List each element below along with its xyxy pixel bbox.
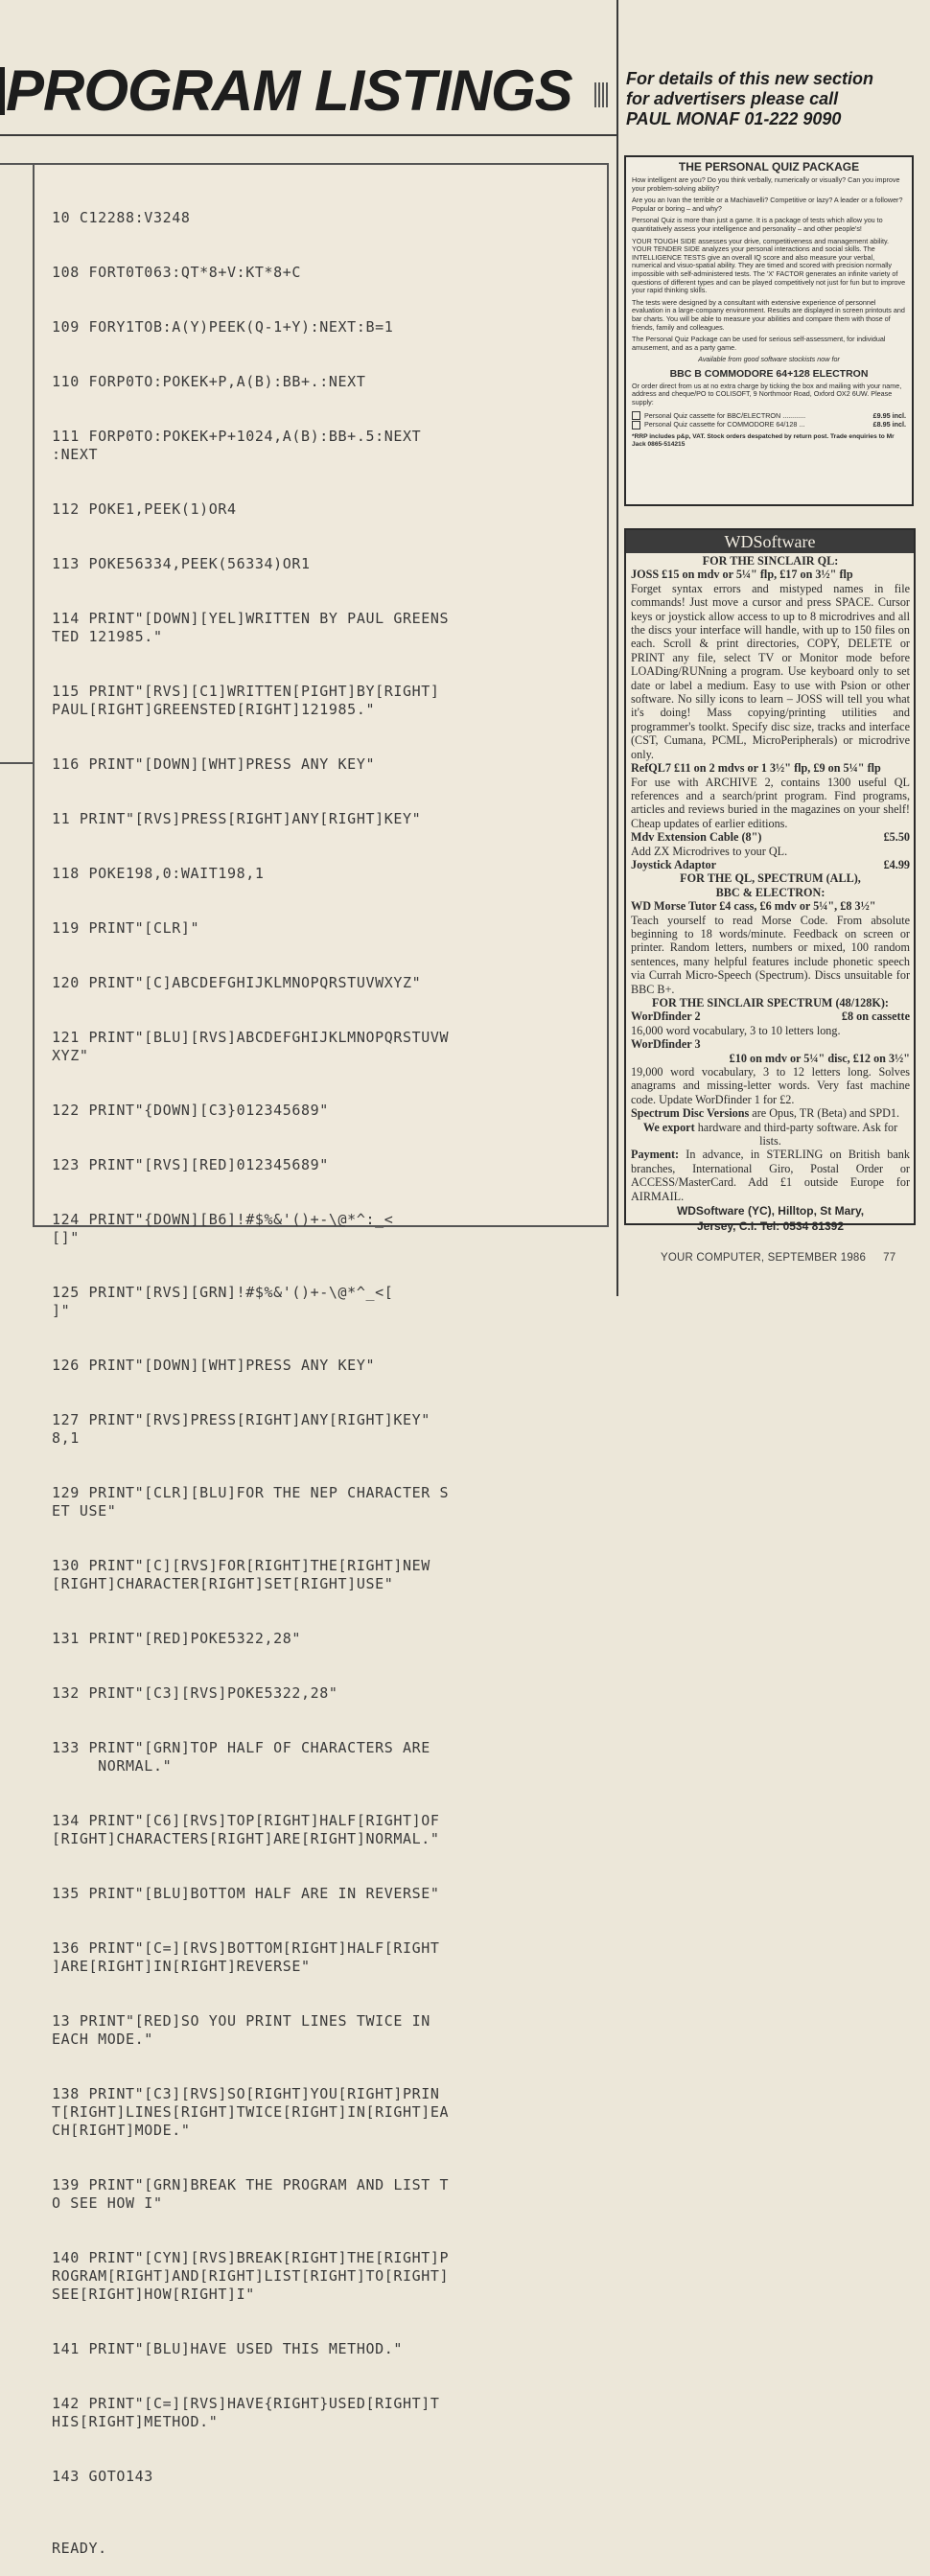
code-line: 10 C12288:V3248 bbox=[52, 209, 191, 226]
advertiser-note bbox=[626, 69, 923, 129]
wd-payment-label: Payment: bbox=[631, 1148, 680, 1162]
listing-connector-line bbox=[0, 762, 33, 764]
quiz-ad-paragraph: The Personal Quiz Package can be used for serious self-assessment, for individual amusement, and as a party game. bbox=[632, 335, 886, 352]
column-divider bbox=[616, 0, 618, 1296]
quiz-ad-paragraph: YOUR TOUGH SIDE assesses your drive, competitiveness and management ability. YOUR TENDER SIDE analyzes your personal interactions and social skills. The INTELLIGENCE TESTS give an overall IQ score and also measure your verbal, numerical and visuo-spatial ability. They are timed and scored with precision normally impossible with self-administered tests. The 'X' FACTOR generates an infinite variety of questions of different types and can be played competitively not just for fun but to improve your rapid thinking skills. bbox=[632, 236, 906, 295]
quiz-ad-machines: BBC B COMMODORE 64+128 ELECTRON bbox=[669, 367, 869, 380]
code-line: 136 PRINT"[C=][RVS]BOTTOM[RIGHT]HALF[RIGHT ]ARE[RIGHT]IN[RIGHT]REVERSE" bbox=[52, 1939, 440, 1975]
wd-product-price: £5.50 bbox=[883, 830, 910, 845]
wd-export-text: hardware and third-party software. Ask for lists. bbox=[694, 1120, 898, 1149]
quiz-ad-order-text: Or order direct from us at no extra charge by ticking the box and mailing with your name, address and cheque/PO to COLISOFT, 9 Northmoor Road, Oxford OX2 6UW. Please supply: bbox=[632, 381, 902, 407]
wd-product-joss: JOSS £15 on mdv or 5¼" flp, £17 on 3½" flp bbox=[631, 568, 853, 582]
wd-product-refql: RefQL7 £11 on 2 mdvs or 1 3½" flp, £9 on 5¼" flp bbox=[631, 761, 881, 776]
code-line: 142 PRINT"[C=][RVS]HAVE{RIGHT}USED[RIGHT]T HIS[RIGHT]METHOD." bbox=[52, 2395, 440, 2430]
code-line: 132 PRINT"[C3][RVS]POKE5322,28" bbox=[52, 1684, 338, 1702]
wd-product-morse: WD Morse Tutor £4 cass, £6 mdv or 5¼", £8 3½" bbox=[631, 899, 876, 914]
code-line: 124 PRINT"{DOWN][B6]!#$%&'()+-\@*^:_< []" bbox=[52, 1211, 394, 1246]
wd-product-wordfinder2 bbox=[631, 1010, 910, 1023]
code-line: 123 PRINT"[RVS][RED]012345689" bbox=[52, 1156, 329, 1173]
code-line: 134 PRINT"[C6][RVS]TOP[RIGHT]HALF[RIGHT]OF [RIGHT]CHARACTERS[RIGHT]ARE[RIGHT]NORMAL." bbox=[52, 1812, 440, 1847]
code-line: 129 PRINT"[CLR][BLU]FOR THE NEP CHARACTER S ET USE" bbox=[52, 1484, 450, 1520]
ready-prompt: READY. bbox=[52, 2540, 107, 2557]
quiz-ad-title: THE PERSONAL QUIZ PACKAGE bbox=[678, 160, 860, 174]
code-line: 138 PRINT"[C3][RVS]SO[RIGHT]YOU[RIGHT]PRIN T[RIGHT]LINES[RIGHT]TWICE[RIGHT]IN[RIGHT]EA CH[RIGHT]MODE." bbox=[52, 2085, 450, 2139]
code-line: 114 PRINT"[DOWN][YEL]WRITTEN BY PAUL GREENS TED 121985." bbox=[52, 610, 450, 645]
quiz-ad-paragraph: Personal Quiz is more than just a game. It is a package of tests which allow you to quantitatively assess your intelligence and personality – and other people's! bbox=[632, 216, 883, 233]
quiz-option-price: £9.95 incl. bbox=[872, 410, 906, 420]
code-line: 112 POKE1,PEEK(1)OR4 bbox=[52, 500, 237, 518]
wd-address-line: Jersey, C.I. Tel: 0534 81392 bbox=[697, 1219, 844, 1234]
quiz-ad-note: *RRP includes p&p, VAT. Stock orders despatched by return post. Trade enquiries to Mr Jack 0865-514215 bbox=[632, 432, 895, 448]
wd-brand-header: WDSoftware bbox=[626, 530, 914, 553]
wd-product-name: Mdv Extension Cable (8") bbox=[631, 830, 762, 845]
wd-disc-label: Spectrum Disc Versions bbox=[631, 1106, 750, 1121]
quiz-option-price: £8.95 incl. bbox=[872, 420, 906, 429]
wd-product-description: Teach yourself to read Morse Code. From absolute beginning to 18 words/minute. Feedback on screen or printer. Random letters, numbers or mixed, 100 random sentences, many helpful features include phonetic speech via Currah Micro-Speech (Spectrum). Discs unsuitable for BBC B+. bbox=[631, 913, 910, 996]
wd-product-description: For use with ARCHIVE 2, contains 1300 useful QL references and a search/print program. Find programs, articles and reviews buried in the magazines on your shelf! Cheap updates of earlier editions. bbox=[631, 775, 910, 830]
code-line: 135 PRINT"[BLU]BOTTOM HALF ARE IN REVERSE" bbox=[52, 1885, 440, 1902]
quiz-ad-paragraph: Are you an Ivan the terrible or a Machiavelli? Competitive or lazy? A leader or a follower? Popular or boring – and why? bbox=[632, 196, 903, 213]
code-line: 111 FORP0TO:POKEK+P+1024,A(B):BB+.5:NEXT :NEXT bbox=[52, 428, 422, 463]
wd-section-heading: FOR THE SINCLAIR QL: bbox=[702, 554, 839, 568]
wd-export-label: We export bbox=[642, 1120, 695, 1134]
quiz-order-option[interactable] bbox=[632, 420, 906, 429]
wd-section-heading: FOR THE QL, SPECTRUM (ALL), bbox=[680, 871, 861, 886]
quiz-ad-availability: Available from good software stockists now for bbox=[698, 355, 840, 364]
wd-payment bbox=[631, 1148, 910, 1203]
header-divider bbox=[0, 134, 616, 136]
wd-product-name: Joystick Adaptor bbox=[631, 857, 717, 871]
code-line: 13 PRINT"[RED]SO YOU PRINT LINES TWICE IN EACH MODE." bbox=[52, 2012, 430, 2048]
advertiser-note-line: For details of this new section bbox=[626, 69, 874, 88]
code-line: 133 PRINT"[GRN]TOP HALF OF CHARACTERS ARE NORMAL." bbox=[52, 1739, 430, 1775]
title-end-decoration bbox=[594, 82, 608, 107]
code-line: 113 POKE56334,PEEK(56334)OR1 bbox=[52, 555, 311, 572]
advertiser-note-line: PAUL MONAF 01-222 9090 bbox=[626, 109, 842, 128]
wd-product-price: £4.99 bbox=[883, 857, 910, 871]
wd-section-heading: FOR THE SINCLAIR SPECTRUM (48/128K): bbox=[652, 996, 889, 1010]
listing-connector-line bbox=[0, 163, 33, 165]
wd-payment-text: In advance, in STERLING on British bank branches, International Giro, Postal Order or ACCESS/MasterCard. Add £1 outside Europe for AIRMAIL. bbox=[631, 1148, 910, 1203]
code-line: 115 PRINT"[RVS][C1]WRITTEN[PIGHT]BY[RIGHT] PAUL[RIGHT]GREENSTED[RIGHT]121985." bbox=[52, 683, 440, 718]
wd-product-cable bbox=[631, 830, 910, 844]
magazine-issue: YOUR COMPUTER, SEPTEMBER 1986 bbox=[661, 1252, 867, 1264]
code-line: 110 FORP0TO:POKEK+P,A(B):BB+.:NEXT bbox=[52, 373, 366, 390]
page-number: 77 bbox=[883, 1252, 896, 1264]
advertiser-note-line: for advertisers please call bbox=[626, 89, 839, 108]
wd-product-price: £10 on mdv or 5¼" disc, £12 on 3½" bbox=[729, 1051, 910, 1065]
wd-product-joystick bbox=[631, 858, 910, 871]
wd-product-description: 19,000 word vocabulary, 3 to 12 letters long. Solves anagrams and missing-letter words. Very fast machine code. Update WorDfinder 1 for £2. bbox=[631, 1065, 910, 1106]
code-line: 118 POKE198,0:WAIT198,1 bbox=[52, 865, 265, 882]
code-line: 131 PRINT"[RED]POKE5322,28" bbox=[52, 1630, 302, 1647]
title-bar-decoration bbox=[0, 67, 5, 115]
code-line: 119 PRINT"[CLR]" bbox=[52, 919, 200, 937]
wd-product-name: WorDfinder 3 bbox=[631, 1037, 701, 1052]
wd-disc-versions bbox=[631, 1106, 910, 1120]
quiz-option-label: Personal Quiz cassette for COMMODORE 64/128 ... bbox=[644, 420, 805, 429]
wd-product-name: WorDfinder 2 bbox=[631, 1010, 701, 1024]
code-line: 121 PRINT"[BLU][RVS]ABCDEFGHIJKLMNOPQRSTUVW XYZ" bbox=[52, 1029, 450, 1064]
quiz-ad-paragraph: How intelligent are you? Do you think verbally, numerically or visually? Can you improve your problem-solving ability? bbox=[632, 175, 900, 193]
quiz-option-label: Personal Quiz cassette for BBC/ELECTRON ............ bbox=[644, 410, 806, 420]
wd-export bbox=[631, 1121, 910, 1149]
program-listing bbox=[52, 173, 598, 2576]
checkbox-icon[interactable] bbox=[632, 411, 640, 420]
code-line: 125 PRINT"[RVS][GRN]!#$%&'()+-\@*^_<[ ]" bbox=[52, 1284, 394, 1319]
quiz-package-ad bbox=[624, 155, 914, 506]
wd-disc-text: are Opus, TR (Beta) and SPD1. bbox=[749, 1106, 900, 1121]
wdsoftware-ad bbox=[624, 528, 916, 1234]
quiz-ad-paragraph: The tests were designed by a consultant with extensive experience of personnel evaluation in a large-company environment. Results are displayed in screen printouts and bar charts. You will be able to measure your abilities and compare them with those of friends, family and colleagues. bbox=[632, 297, 905, 332]
code-line: 143 GOTO143 bbox=[52, 2468, 153, 2485]
page-title: PROGRAM LISTINGS bbox=[6, 58, 572, 123]
code-line: 11 PRINT"[RVS]PRESS[RIGHT]ANY[RIGHT]KEY" bbox=[52, 810, 422, 827]
wd-product-description: 16,000 word vocabulary, 3 to 10 letters long. bbox=[631, 1023, 841, 1037]
code-line: 126 PRINT"[DOWN][WHT]PRESS ANY KEY" bbox=[52, 1357, 376, 1374]
code-line: 109 FORY1TOB:A(Y)PEEK(Q-1+Y):NEXT:B=1 bbox=[52, 318, 394, 336]
code-line: 130 PRINT"[C][RVS]FOR[RIGHT]THE[RIGHT]NEW [RIGHT]CHARACTER[RIGHT]SET[RIGHT]USE" bbox=[52, 1557, 430, 1592]
code-line: 127 PRINT"[RVS]PRESS[RIGHT]ANY[RIGHT]KEY" 8,1 bbox=[52, 1411, 430, 1447]
code-line: 122 PRINT"{DOWN][C3}012345689" bbox=[52, 1102, 329, 1119]
code-line: 139 PRINT"[GRN]BREAK THE PROGRAM AND LIST T O SEE HOW I" bbox=[52, 2176, 450, 2212]
checkbox-icon[interactable] bbox=[632, 421, 640, 429]
code-line: 108 FORT0T063:QT*8+V:KT*8+C bbox=[52, 264, 302, 281]
wd-product-price: £8 on cassette bbox=[841, 1010, 910, 1024]
code-line: 116 PRINT"[DOWN][WHT]PRESS ANY KEY" bbox=[52, 755, 376, 773]
wd-product-description: Add ZX Microdrives to your QL. bbox=[631, 844, 788, 858]
code-line: 141 PRINT"[BLU]HAVE USED THIS METHOD." bbox=[52, 2340, 403, 2357]
page-footer bbox=[661, 1252, 895, 1264]
wd-address-line: WDSoftware (YC), Hilltop, St Mary, bbox=[676, 1204, 865, 1218]
quiz-order-option[interactable] bbox=[632, 411, 906, 421]
code-line: 120 PRINT"[C]ABCDEFGHIJKLMNOPQRSTUVWXYZ" bbox=[52, 974, 422, 991]
wd-section-heading: BBC & ELECTRON: bbox=[715, 885, 825, 899]
wd-product-description: Forget syntax errors and mistyped names in file commands! Just move a cursor and press SPACE. Cursor keys or joystick allow access to up to 8 microdrives and all the discs your interface will handle, with up to 150 files on each. Scroll & print directories, COPY, DELETE or PRINT any file, select TV or Monitor mode before LOADing/RUNning a program. Use keyboard only to set date or label a medium. Easy to use with Psion or other software. No silly icons to learn – JOSS will tell you what it's doing! Mass copying/printing utilities and programmer's toolkt. Specify disc size, tracks and interface (CST, Cumana, PCML, MicroPeripherals) or microdrive only. bbox=[631, 581, 910, 761]
code-line: 140 PRINT"[CYN][RVS]BREAK[RIGHT]THE[RIGHT]P ROGRAM[RIGHT]AND[RIGHT]LIST[RIGHT]TO[RIGHT] SEE[RIGHT]HOW[RIGHT]I" bbox=[52, 2249, 450, 2303]
